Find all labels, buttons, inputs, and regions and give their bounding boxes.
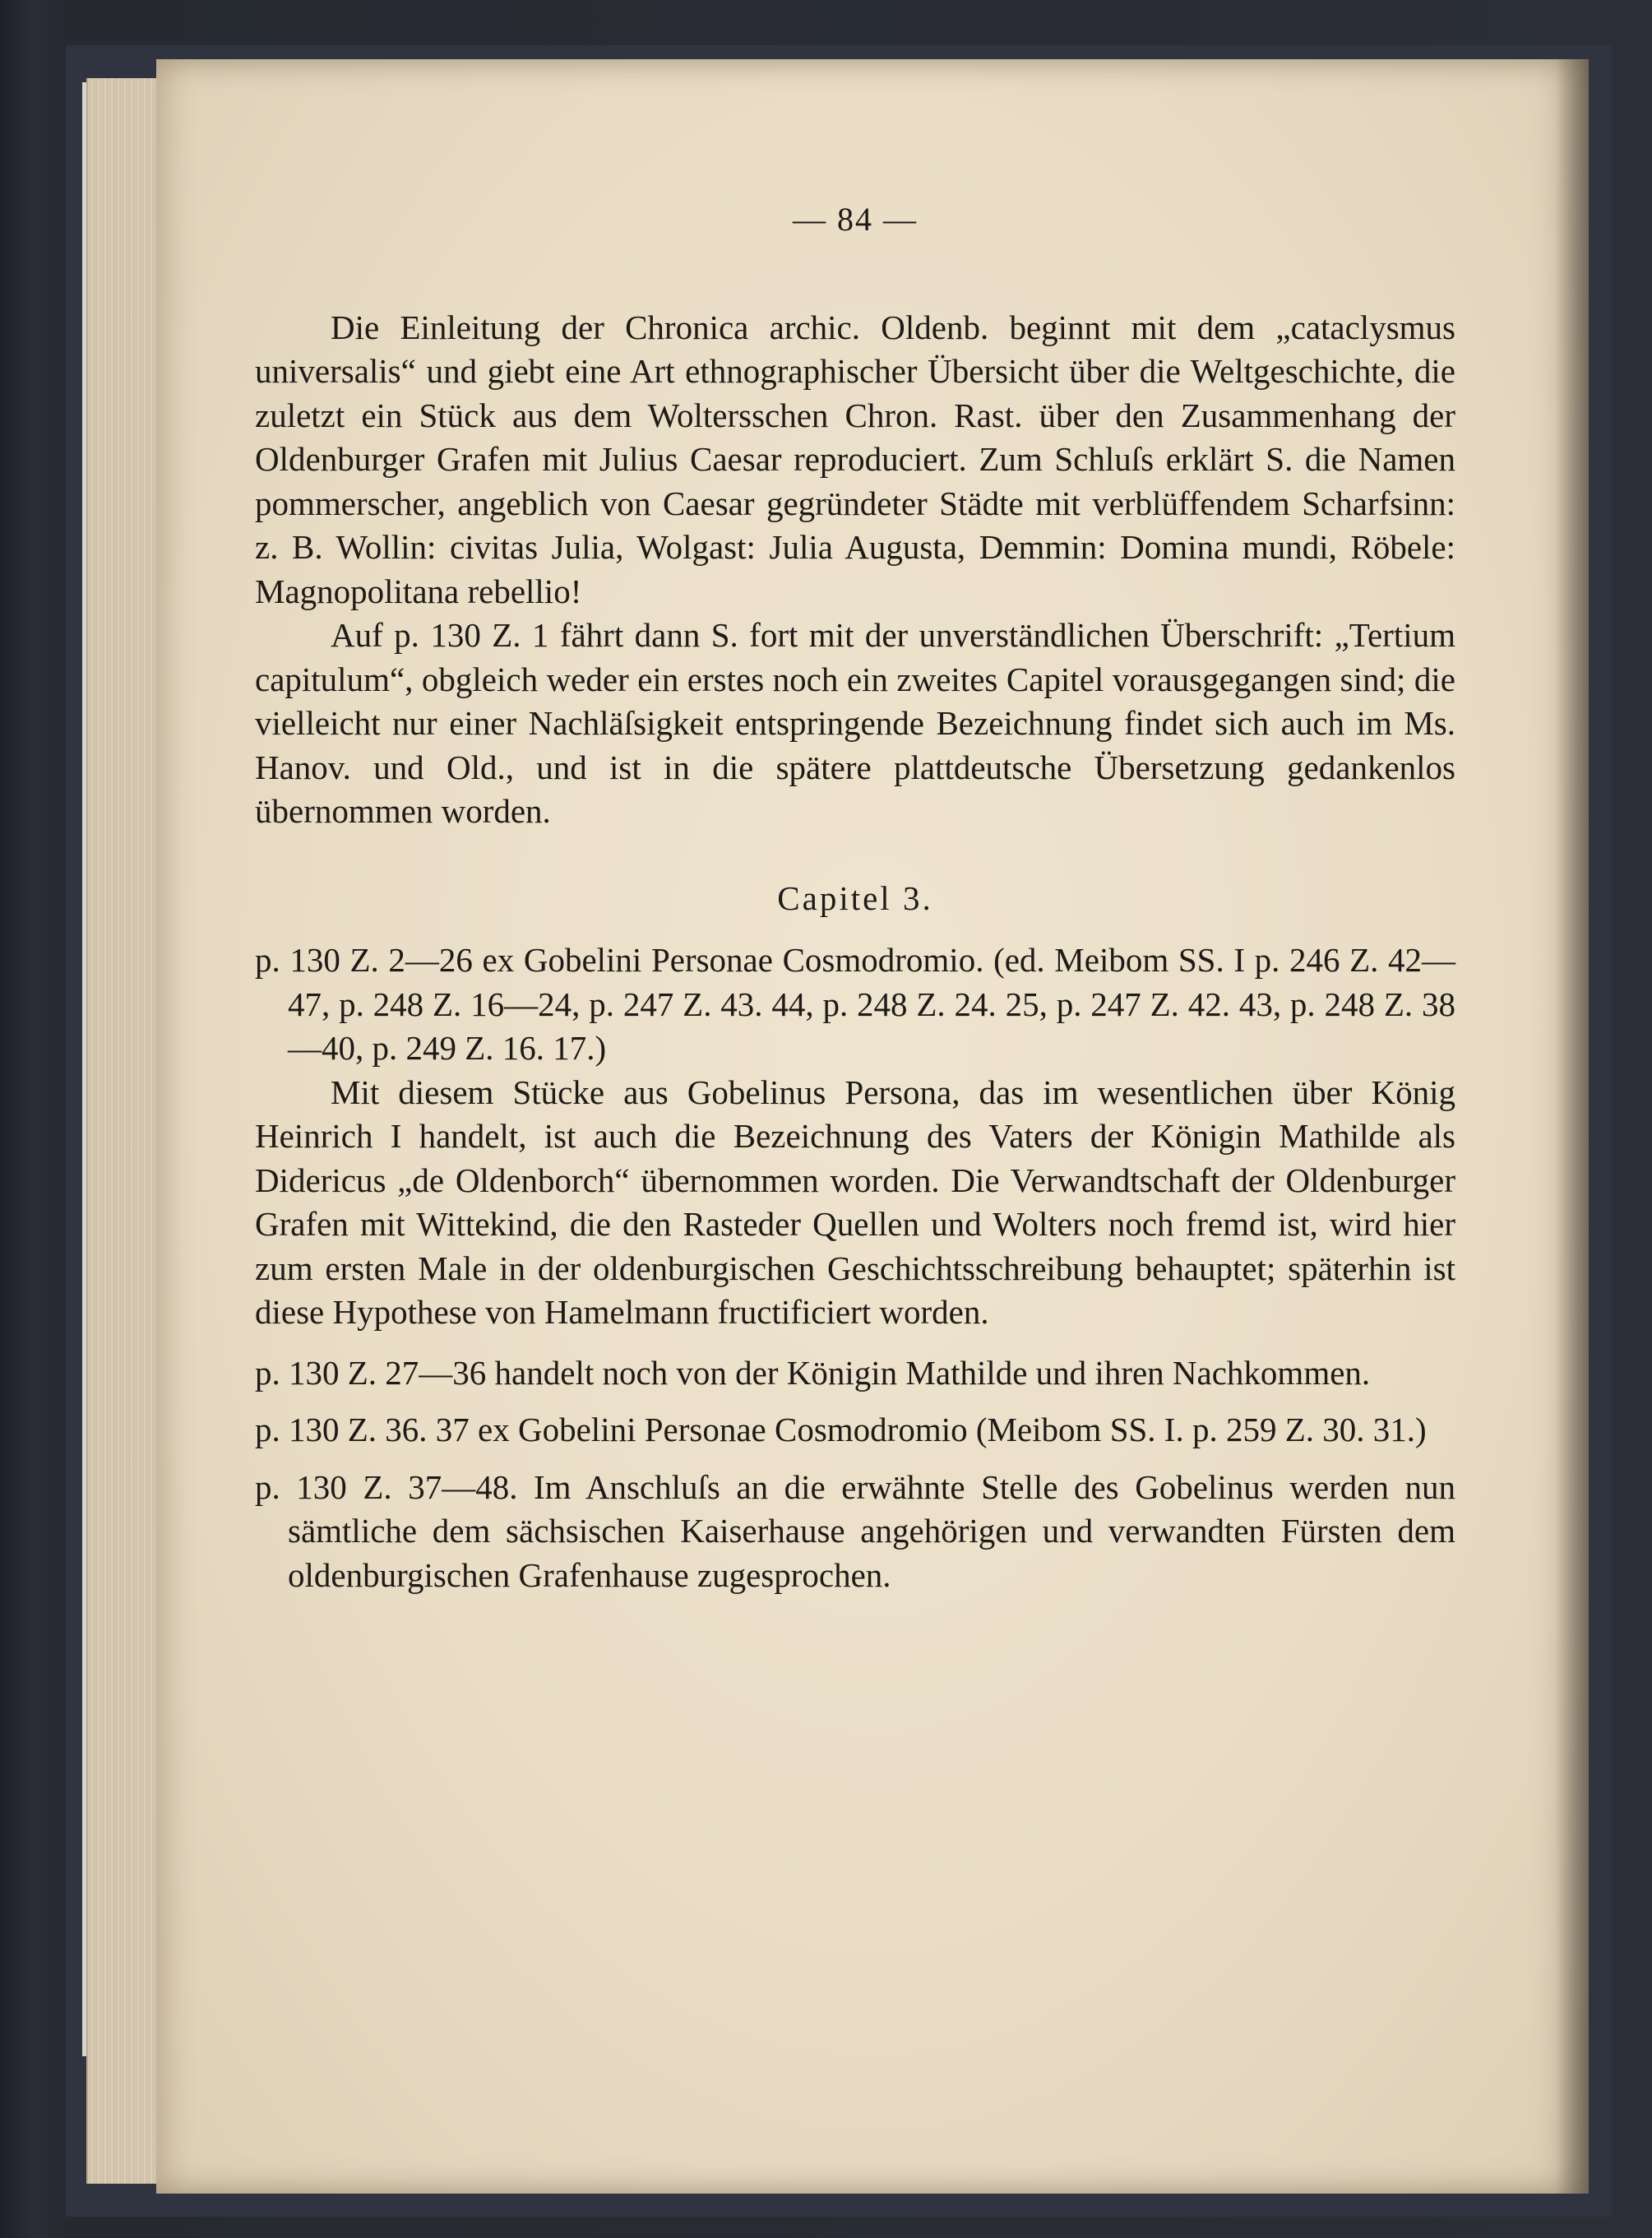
source-entry-3: p. 130 Z. 36. 37 ex Gobelini Personae Cosmodromio (Meibom SS. I. p. 259 Z. 30. 31.) xyxy=(255,1411,1427,1448)
source-entry-4: p. 130 Z. 37—48. Im Anschluſs an die erwähnte Stelle des Gobelinus werden nun sämtliche dem sächsischen Kaiserhause angehörigen und verwandten Fürsten dem oldenburgischen Grafenhause zugesprochen. xyxy=(255,1467,1455,1594)
page-number: — 84 — xyxy=(793,201,918,238)
source-entry-1-commentary: Mit diesem Stücke aus Gobelinus Persona, das im wesentlichen über König Heinrich I handelt, ist auch die Bezeichnung des Vaters der Königin Mathilde als Didericus „de Oldenborch“ übernommen worden. Die Verwandtschaft der Oldenburger Grafen mit Wittekind, die den Rasteder Quellen und Wolters noch fremd ist, wird hier zum ersten Male in der oldenburgischen Geschichtsschreibung behauptet; späterhin ist diese Hypothese von Hamelmann fructificiert worden. xyxy=(255,1073,1455,1331)
source-entry-1: p. 130 Z. 2—26 ex Gobelini Personae Cosmodromio. (ed. Meibom SS. I p. 246 Z. 42—47, p. 248 Z. 16—24, p. 247 Z. 43. 44, p. 248 Z. 24. 25, p. 247 Z. 42. 43, p. 248 Z. 38—40, p. 249 Z. 16. 17.) xyxy=(255,941,1455,1067)
source-entry-2: p. 130 Z. 27—36 handelt noch von der Königin Mathilde und ihren Nachkommen. xyxy=(255,1353,1371,1392)
paragraph-introduction: Die Einleitung der Chronica archic. Oldenb. beginnt mit dem „cataclysmus universalis“ und giebt eine Art ethnographischer Übersicht über die Weltgeschichte, die zuletzt ein Stück aus dem Woltersschen Chron. Rast. über den Zusammenhang der Oldenburger Grafen mit Julius Caesar reproduciert. Zum Schluſs erklärt S. die Namen pommerscher, angeblich von Caesar gegründeter Städte mit verblüffendem Scharfsinn: z. B. Wollin: civitas Julia, Wolgast: Julia Augusta, Demmin: Domina mundi, Röbele: Magnopolitana rebellio! xyxy=(255,308,1455,610)
page-text xyxy=(255,197,1455,1610)
gutter-shadow xyxy=(1556,59,1589,2194)
paragraph-tertium-capitulum: Auf p. 130 Z. 1 fährt dann S. fort mit der unverständlichen Überschrift: „Tertium capitulum“, obgleich weder ein erstes noch ein zweites Capitel vorausgegangen sind; die vielleicht nur einer Nachläſsigkeit entspringende Bezeichnung findet sich auch im Ms. Hanov. und Old., und ist in die spätere plattdeutsche Übersetzung gedankenlos übernommen worden. xyxy=(255,616,1455,830)
chapter-heading: Capitel 3. xyxy=(777,878,933,917)
